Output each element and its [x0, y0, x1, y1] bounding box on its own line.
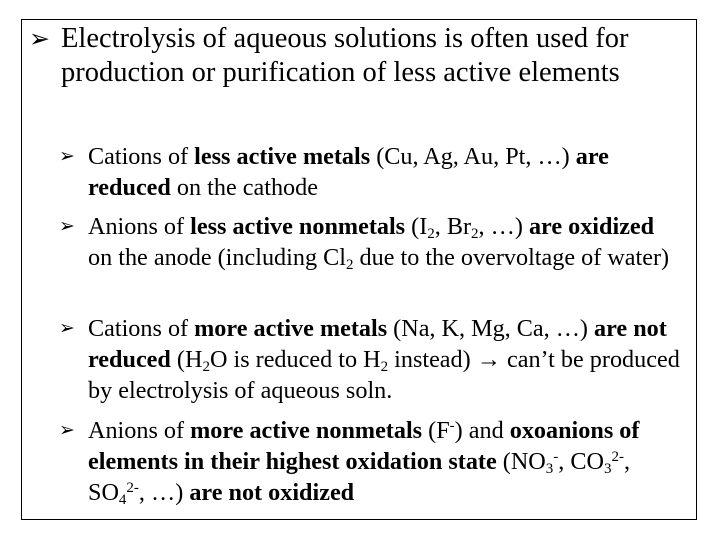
arrow-bullet-icon: ➢ [59, 419, 75, 441]
arrow-bullet-icon: ➢ [29, 24, 50, 53]
main-bullet-text: Electrolysis of aqueous solutions is often used for production or purification of less active elements [61, 23, 629, 88]
sub-bullet-cations-more-active [59, 313, 684, 406]
sub-bullet-text: Anions of more active nonmetals (F-) and oxoanions of elements in their highest oxidation state ($NO_3^-$, $CO_3^{2-}$, $SO_4^{2-}$, …) are not oxidized [88, 417, 640, 509]
sub-bullet-cations-less-active [59, 141, 684, 203]
sub-bullet-anions-less-active [59, 211, 684, 273]
sub-bullet-text: Cations of less active metals (Cu, Ag, Au, Pt, …) are reduced on the cathode [88, 143, 609, 201]
slide-frame [21, 19, 697, 520]
sub-bullet-text: Cations of more active metals (Na, K, Mg, Ca, …) are not reduced ($H_2O$ is reduced to $H_2$ instead) → can’t be produced by electrolysis of aqueous soln. [88, 315, 680, 404]
arrow-bullet-icon: ➢ [59, 145, 75, 167]
sub-bullet-text: Anions of less active nonmetals ($I_2$, $Br_2$, …) are oxidized on the anode (including $Cl_2$ due to the overvoltage of water) [88, 213, 670, 274]
arrow-bullet-icon: ➢ [59, 215, 75, 237]
main-bullet [29, 22, 689, 90]
sub-bullet-anions-more-active [59, 415, 684, 508]
arrow-bullet-icon: ➢ [59, 317, 75, 339]
